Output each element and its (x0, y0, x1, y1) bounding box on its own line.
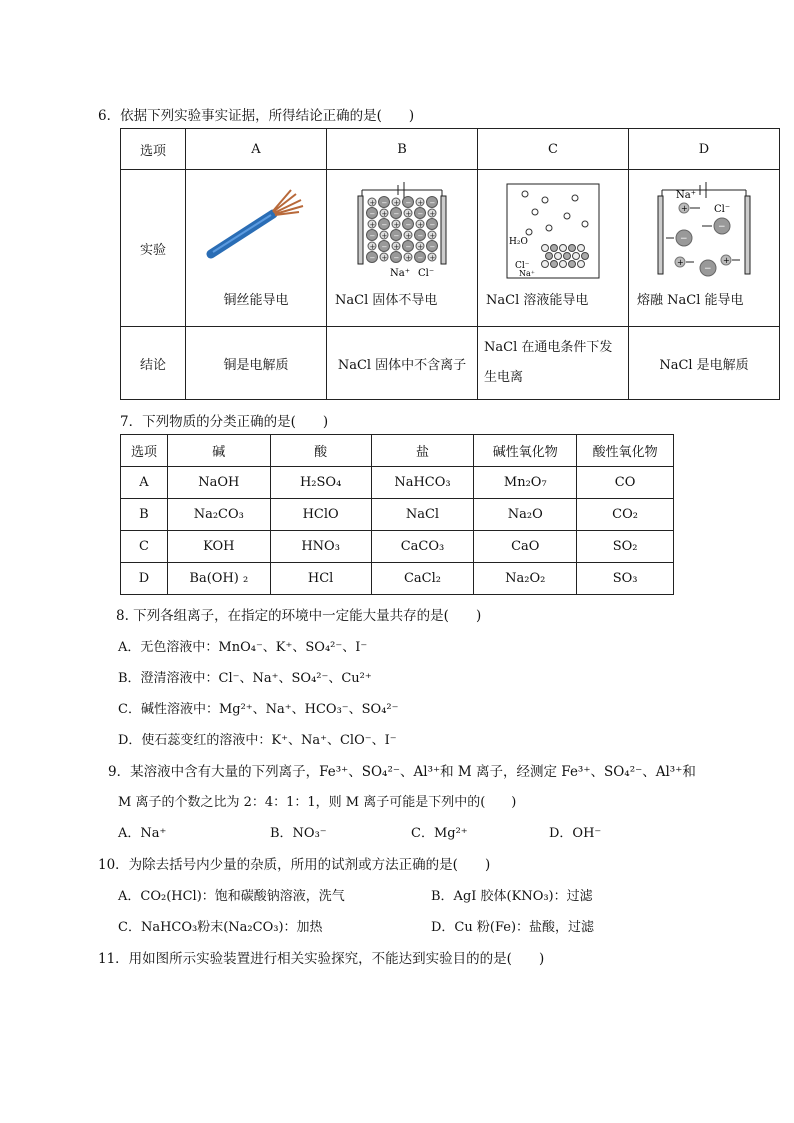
svg-text:−: − (417, 254, 424, 262)
q7-cell: HClO (270, 499, 371, 531)
q7-cell: KOH (167, 531, 270, 563)
q8-option-a: A．无色溶液中：MnO₄⁻、K⁺、SO₄²⁻、I⁻ (118, 640, 368, 655)
dissolving-ion (573, 253, 580, 260)
q7-cell: NaHCO₃ (371, 467, 474, 499)
svg-text:−: − (393, 232, 400, 240)
q6-header-option: 选项 (121, 129, 186, 170)
q7-cell: Mn₂O₇ (474, 467, 577, 499)
q10-option-c: C．NaHCO₃粉末(Na₂CO₃)：加热 (118, 920, 323, 935)
svg-text:+: + (417, 199, 424, 207)
q8-option-d: D．使石蕊变红的溶液中：K⁺、Na⁺、ClO⁻、I⁻ (118, 733, 397, 748)
q6-caption-c: NaCl 溶液能导电 (486, 293, 589, 308)
q6-conclusion-d: NaCl 是电解质 (629, 327, 780, 400)
q6-exp-c (478, 170, 629, 327)
q6-exp-d (629, 170, 780, 327)
q10-option-d: D．Cu 粉(Fe)：盐酸，过滤 (431, 920, 595, 935)
q6-conclusion-a: 铜是电解质 (186, 327, 327, 400)
q7-cell: D (121, 563, 168, 595)
svg-text:+: + (405, 254, 412, 262)
q11-stem: 11．用如图所示实验装置进行相关实验探究，不能达到实验目的的是( ) (98, 951, 545, 967)
q7-cell: CaCl₂ (371, 563, 474, 595)
q7-cell: CO (577, 467, 674, 499)
dissolving-ion (578, 245, 585, 252)
svg-text:−: − (405, 243, 412, 251)
q7-cell: HCl (270, 563, 371, 595)
dissolving-ion (564, 253, 571, 260)
svg-text:+: + (405, 210, 412, 218)
q9-option-b: B．NO₃⁻ (270, 826, 327, 841)
q6-conclusion-c-line2: 生电离 (484, 370, 524, 385)
dissolving-ion (551, 245, 558, 252)
q7-cell: CO₂ (577, 499, 674, 531)
q7-header: 选项 (121, 435, 168, 467)
q7-cell: B (121, 499, 168, 531)
dissolving-ion (560, 261, 567, 268)
q7-header: 碱性氧化物 (474, 435, 577, 467)
dissolving-ion (582, 253, 589, 260)
svg-text:−: − (429, 221, 436, 229)
q7-cell: CaO (474, 531, 577, 563)
q7-stem: 7．下列物质的分类正确的是( ) (120, 414, 329, 430)
svg-text:−: − (369, 232, 376, 240)
na-ion-label: Na⁺ (390, 268, 410, 278)
q9-stem: 9．某溶液中含有大量的下列离子，Fe³⁺、SO₄²⁻、Al³⁺和 M 离子，经测定 Fe³⁺、SO₄²⁻、Al³⁺和 (108, 764, 696, 780)
nacl-solid-lattice-image (352, 182, 452, 278)
q6-header-d: D (629, 129, 780, 170)
dissolving-ion (555, 253, 562, 260)
q7-cell: Ba(OH) ₂ (167, 563, 270, 595)
svg-text:−: − (680, 234, 688, 244)
svg-text:+: + (393, 221, 400, 229)
svg-text:−: − (405, 221, 412, 229)
svg-text:−: − (369, 254, 376, 262)
svg-text:+: + (393, 243, 400, 251)
dissolving-ion (542, 261, 549, 268)
q6-header-c: C (478, 129, 629, 170)
nacl-solution-image (505, 182, 601, 280)
table-row (121, 531, 674, 563)
q7-header: 盐 (371, 435, 474, 467)
svg-text:−: − (704, 264, 712, 274)
svg-text:+: + (381, 254, 388, 262)
svg-text:−: − (429, 243, 436, 251)
dissolving-ion (560, 245, 567, 252)
q7-header: 碱 (167, 435, 270, 467)
svg-text:+: + (393, 199, 400, 207)
q7-cell: SO₃ (577, 563, 674, 595)
q8-stem: 8. 下列各组离子，在指定的环境中一定能大量共存的是( ) (116, 608, 482, 624)
q6-conclusion-label: 结论 (121, 327, 186, 400)
water-molecule (532, 209, 538, 215)
q7-cell: NaCl (371, 499, 474, 531)
q7-cell: HNO₃ (270, 531, 371, 563)
table-row (121, 467, 674, 499)
dissolving-ion (542, 245, 549, 252)
molten-nacl-image (654, 182, 754, 278)
q7-header: 酸 (270, 435, 371, 467)
water-label: H₂O (509, 237, 528, 247)
svg-text:+: + (677, 258, 684, 267)
water-molecule (522, 191, 528, 197)
q6-conclusion-c-line1: NaCl 在通电条件下发 (484, 340, 613, 355)
q9-option-a: A．Na⁺ (118, 826, 167, 841)
q8-option-b: B．澄清溶液中：Cl⁻、Na⁺、SO₄²⁻、Cu²⁺ (118, 671, 372, 686)
q6-exp-b (327, 170, 478, 327)
water-molecule (546, 225, 552, 231)
q7-table (120, 434, 674, 595)
q9-stem-line2: M 离子的个数之比为 2：4：1：1，则 M 离子可能是下列中的( ) (118, 795, 517, 810)
dissolving-ion (551, 261, 558, 268)
water-molecule (582, 221, 588, 227)
svg-text:−: − (369, 210, 376, 218)
svg-text:+: + (723, 256, 730, 265)
svg-text:−: − (417, 232, 424, 240)
svg-text:−: − (417, 210, 424, 218)
water-molecule (542, 197, 548, 203)
svg-text:−: − (393, 254, 400, 262)
q6-stem: 6．依据下列实验事实证据，所得结论正确的是( ) (98, 108, 415, 124)
q6-caption-b: NaCl 固体不导电 (335, 293, 438, 308)
svg-text:+: + (381, 210, 388, 218)
svg-text:+: + (429, 232, 436, 240)
q10-option-b: B．AgI 胶体(KNO₃)：过滤 (431, 889, 593, 904)
dissolving-ion (569, 261, 576, 268)
svg-text:+: + (369, 199, 376, 207)
svg-text:−: − (381, 221, 388, 229)
svg-text:+: + (369, 221, 376, 229)
svg-text:−: − (429, 199, 436, 207)
svg-text:−: − (393, 210, 400, 218)
q9-option-c: C．Mg²⁺ (411, 826, 468, 841)
svg-text:−: − (718, 222, 726, 232)
svg-text:−: − (381, 243, 388, 251)
q7-cell: A (121, 467, 168, 499)
copper-wire-image (201, 182, 311, 262)
svg-text:−: − (405, 199, 412, 207)
molten-na-label: Na⁺ (676, 190, 696, 201)
dissolving-ion (546, 253, 553, 260)
q6-caption-d: 熔融 NaCl 能导电 (637, 293, 744, 308)
svg-text:+: + (381, 232, 388, 240)
svg-text:+: + (405, 232, 412, 240)
q7-cell: NaOH (167, 467, 270, 499)
svg-text:+: + (417, 243, 424, 251)
q6-conclusion-b: NaCl 固体中不含离子 (327, 327, 478, 400)
q7-cell: SO₂ (577, 531, 674, 563)
q6-header-a: A (186, 129, 327, 170)
svg-text:+: + (681, 204, 688, 213)
q6-caption-a: 铜丝能导电 (223, 293, 289, 308)
molten-cl-label: Cl⁻ (714, 204, 731, 215)
dissolving-ion (578, 261, 585, 268)
svg-text:+: + (429, 210, 436, 218)
q10-stem: 10．为除去括号内少量的杂质，所用的试剂或方法正确的是( ) (98, 857, 491, 873)
q7-cell: Na₂CO₃ (167, 499, 270, 531)
q7-cell: CaCO₃ (371, 531, 474, 563)
svg-text:+: + (417, 221, 424, 229)
q6-conclusion-c (478, 327, 629, 400)
q7-cell: Na₂O₂ (474, 563, 577, 595)
q9-option-d: D．OH⁻ (549, 826, 602, 841)
q6-experiment-label: 实验 (121, 170, 186, 327)
q6-table (120, 128, 780, 400)
q6-header-b: B (327, 129, 478, 170)
q10-option-a: A．CO₂(HCl)：饱和碳酸钠溶液，洗气 (118, 889, 345, 904)
svg-text:+: + (369, 243, 376, 251)
table-row (121, 499, 674, 531)
q7-header: 酸性氧化物 (577, 435, 674, 467)
svg-text:+: + (429, 254, 436, 262)
solution-na-label: Na⁺ (519, 269, 535, 278)
q7-cell: C (121, 531, 168, 563)
table-row (121, 563, 674, 595)
q7-cell: H₂SO₄ (270, 467, 371, 499)
cl-ion-label: Cl⁻ (418, 268, 435, 278)
q6-exp-a (186, 170, 327, 327)
solution-cl-label: Cl⁻ (515, 261, 530, 271)
water-molecule (572, 195, 578, 201)
water-molecule (526, 229, 532, 235)
q8-option-c: C．碱性溶液中：Mg²⁺、Na⁺、HCO₃⁻、SO₄²⁻ (118, 702, 399, 717)
svg-text:−: − (381, 199, 388, 207)
dissolving-ion (569, 245, 576, 252)
q7-cell: Na₂O (474, 499, 577, 531)
water-molecule (564, 213, 570, 219)
